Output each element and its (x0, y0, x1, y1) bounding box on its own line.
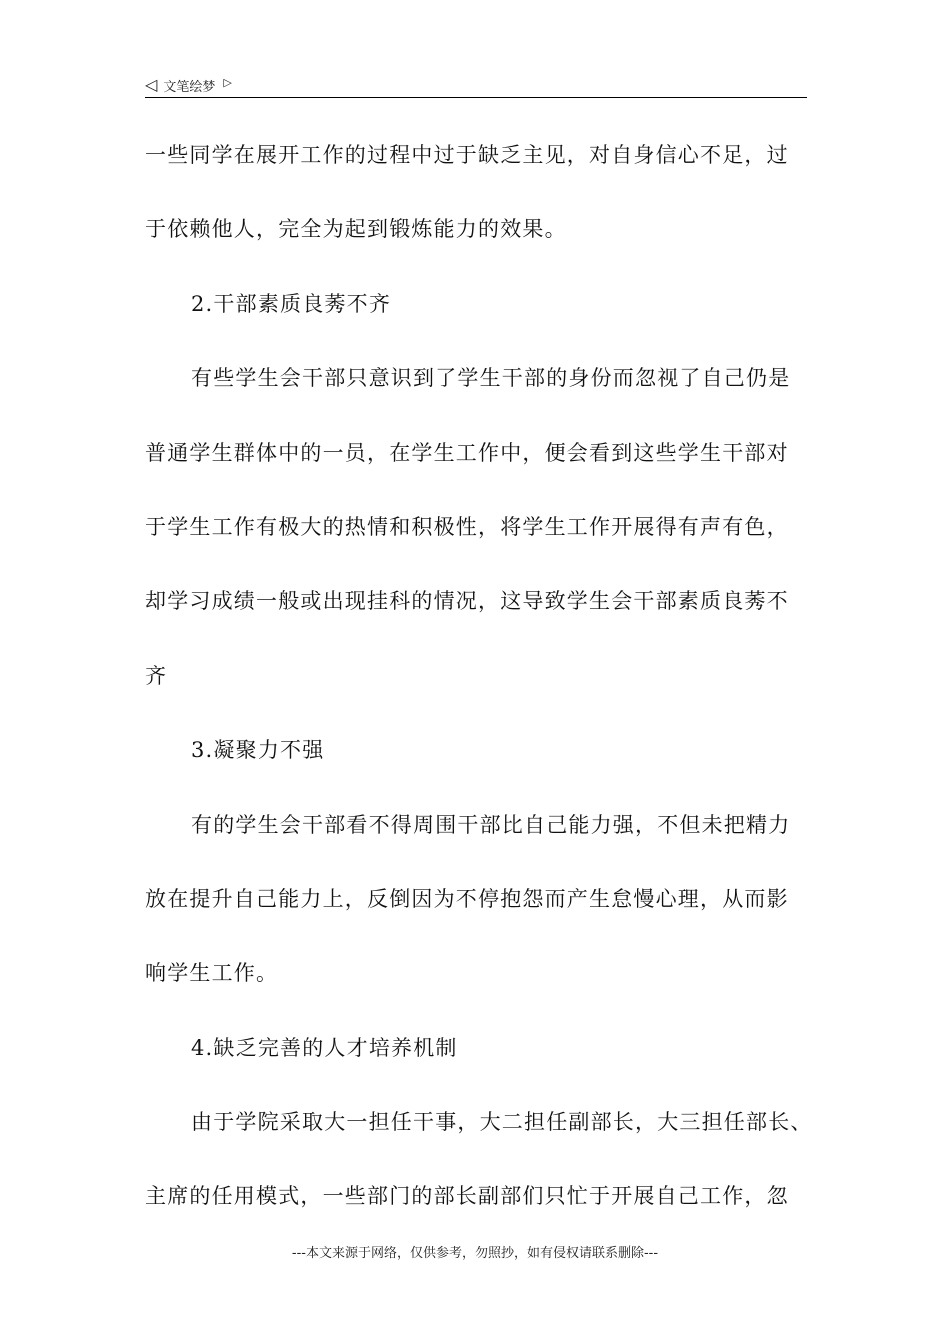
text-line: 一些同学在展开工作的过程中过于缺乏主见，对自身信心不足，过 (145, 143, 789, 167)
document-body (145, 118, 813, 1234)
text-line: 主席的任用模式，一些部门的部长副部们只忙于开展自己工作，忽 (145, 1184, 789, 1209)
text-line: 于学生工作有极大的热情和积极性，将学生工作开展得有声有色， (145, 514, 789, 539)
text-line: 有些学生会干部只意识到了学生干部的身份而忽视了自己仍是 (191, 366, 791, 391)
text-line: 齐 (145, 663, 168, 688)
text-line: 有的学生会干部看不得周围干部比自己能力强，不但未把精力 (191, 812, 791, 837)
text-line: 4.缺乏完善的人才培养机制 (191, 1035, 458, 1060)
page-header (145, 73, 807, 97)
text-line: 普通学生群体中的一员，在学生工作中，便会看到这些学生干部对 (145, 440, 789, 465)
text-line: 2.干部素质良莠不齐 (191, 291, 392, 316)
right-triangle-icon: ▷ (223, 75, 232, 89)
text-line: 于依赖他人，完全为起到锻炼能力的效果。 (145, 217, 567, 242)
page-footer: ---本文来源于网络，仅供参考，勿照抄，如有侵权请联系删除--- (291, 1246, 659, 1261)
text-line: 却学习成绩一般或出现挂科的情况，这导致学生会干部素质良莠不 (145, 589, 789, 614)
header-title: 文笔绘梦 (163, 79, 216, 95)
header-divider (145, 97, 807, 98)
left-triangle-icon: ◁ (145, 75, 158, 94)
text-line: 放在提升自己能力上，反倒因为不停抱怨而产生怠慢心理，从而影 (145, 886, 789, 911)
text-line: 响学生工作。 (145, 961, 279, 986)
text-line: 3.凝聚力不强 (191, 738, 325, 763)
text-line: 由于学院采取大一担任干事，大二担任副部长，大三担任部长、 (191, 1110, 813, 1135)
